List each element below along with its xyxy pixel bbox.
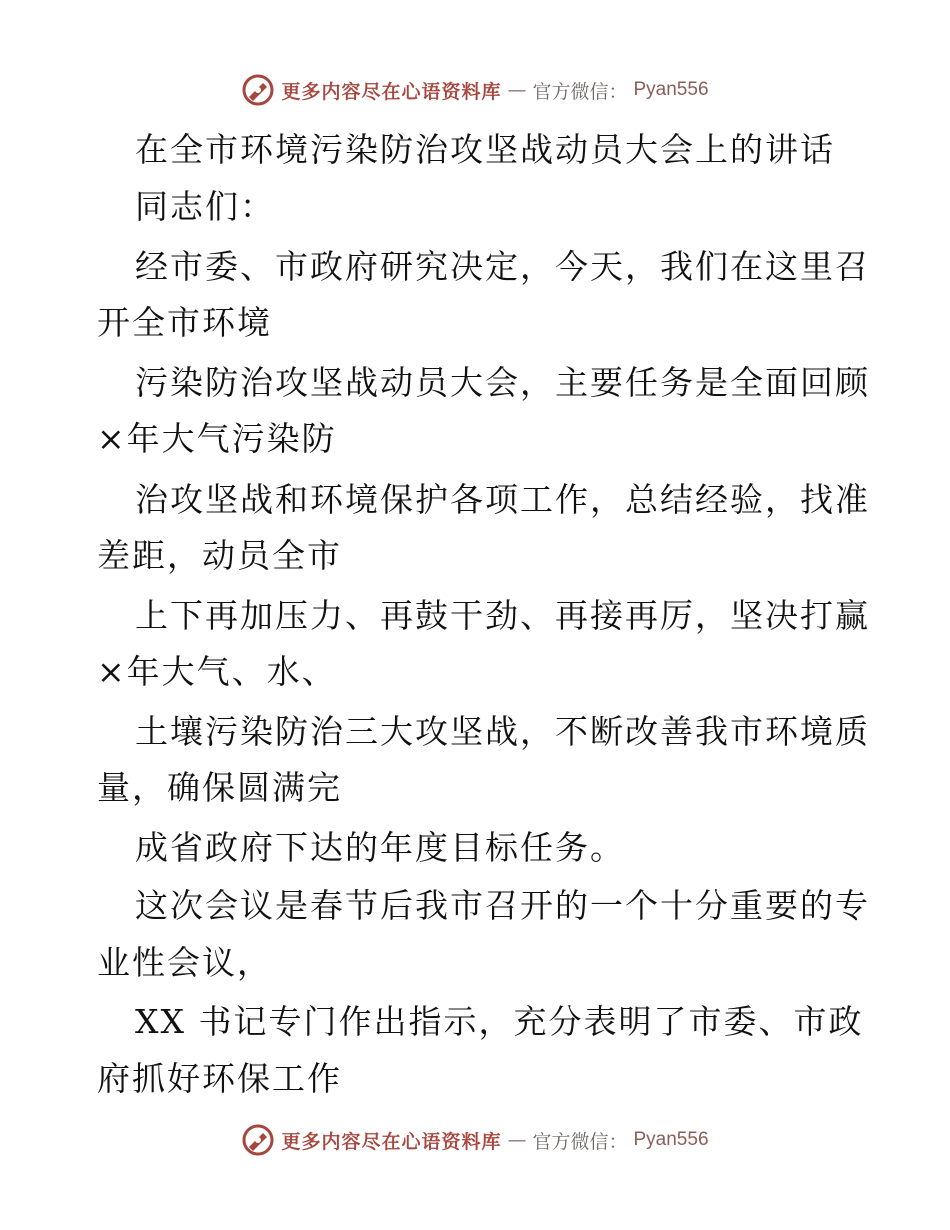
watermark-label: 官方微信： bbox=[532, 1130, 628, 1153]
watermark-account: Pyan556 bbox=[633, 1129, 709, 1150]
watermark-separator: — bbox=[507, 79, 527, 101]
salutation: 同志们： bbox=[135, 187, 275, 226]
watermark-label: 官方微信： bbox=[532, 80, 628, 103]
footer-watermark bbox=[0, 1120, 950, 1160]
brand-logo-icon bbox=[241, 73, 275, 107]
paragraph-line: ×年大气污染防 bbox=[97, 419, 337, 458]
paragraph-line: 经市委、市政府研究决定，今天，我们在这里召 bbox=[135, 247, 870, 286]
paragraph-line: 业性会议， bbox=[97, 943, 272, 982]
watermark-main-text: 更多内容尽在心语资料库 bbox=[281, 80, 502, 103]
paragraph-line: 成省政府下达的年度目标任务。 bbox=[135, 828, 625, 867]
header-watermark bbox=[0, 70, 950, 110]
paragraph-line: 上下再加压力、再鼓干劲、再接再厉，坚决打赢 bbox=[135, 596, 870, 635]
paragraph-line: 量，确保圆满完 bbox=[97, 768, 342, 807]
watermark-separator: — bbox=[507, 1129, 527, 1151]
watermark-account: Pyan556 bbox=[633, 79, 709, 100]
paragraph-line: 土壤污染防治三大攻坚战，不断改善我市环境质 bbox=[135, 712, 870, 751]
brand-logo-icon bbox=[241, 1123, 275, 1157]
paragraph-line: 开全市环境 bbox=[97, 303, 272, 342]
paragraph-line: 差距，动员全市 bbox=[97, 536, 342, 575]
paragraph-line: ×年大气、水、 bbox=[97, 652, 337, 691]
paragraph-line: XX 书记专门作出指示，充分表明了市委、市政 bbox=[135, 1002, 864, 1041]
paragraph-line: 府抓好环保工作 bbox=[97, 1059, 342, 1098]
document-title: 在全市环境污染防治攻坚战动员大会上的讲话 bbox=[135, 130, 835, 169]
paragraph-line: 这次会议是春节后我市召开的一个十分重要的专 bbox=[135, 886, 870, 925]
watermark-main-text: 更多内容尽在心语资料库 bbox=[281, 1130, 502, 1153]
paragraph-line: 污染防治攻坚战动员大会，主要任务是全面回顾 bbox=[135, 363, 870, 402]
paragraph-line: 治攻坚战和环境保护各项工作，总结经验，找准 bbox=[135, 480, 870, 519]
